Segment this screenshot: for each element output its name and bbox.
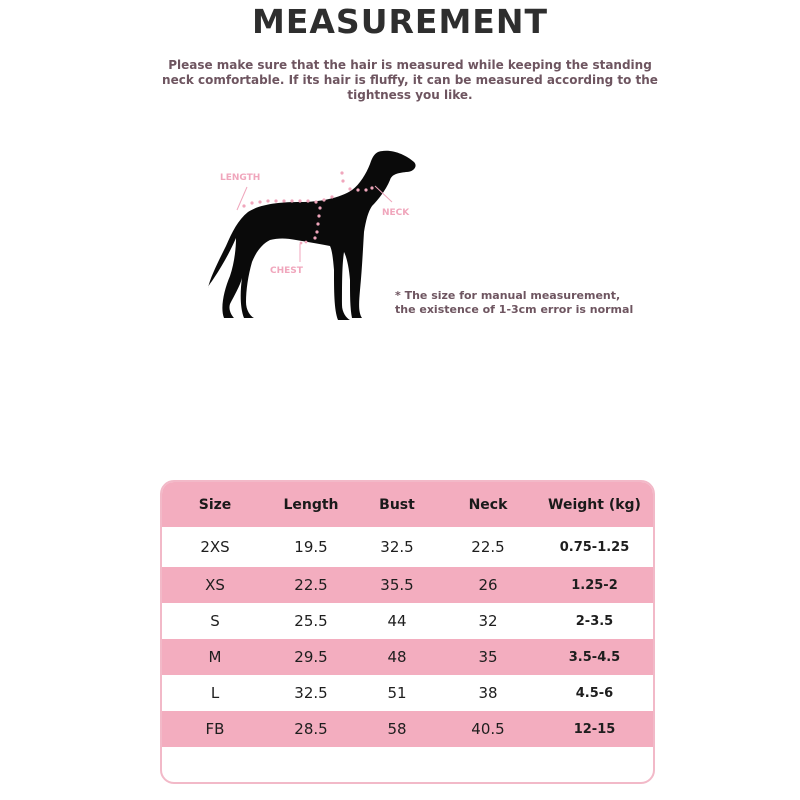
size-cell: S xyxy=(210,612,220,630)
column-header-bust: Bust xyxy=(379,496,415,513)
column-header-neck: Neck xyxy=(468,496,508,513)
size-cell: 2XS xyxy=(200,538,230,556)
bust-cell: 51 xyxy=(387,684,407,702)
length-cell: 32.5 xyxy=(294,684,328,702)
size-cell: FB xyxy=(205,720,225,738)
table-row xyxy=(162,603,653,639)
neck-cell: 26 xyxy=(478,576,498,594)
weight-cell: 1.25-2 xyxy=(571,577,618,593)
length-cell: 28.5 xyxy=(294,720,328,738)
measurement-instructions: Please make sure that the hair is measured while keeping the standing neck comfortable. If its hair is fluffy, it can be measured according to the tightness you like. xyxy=(162,58,658,102)
neck-cell: 32 xyxy=(478,612,498,630)
bust-cell: 35.5 xyxy=(380,576,414,594)
weight-cell: 2-3.5 xyxy=(575,613,614,629)
table-row xyxy=(162,711,653,747)
column-header-weight: Weight (kg) xyxy=(548,496,641,513)
chest-label: CHEST xyxy=(270,266,303,276)
neck-cell: 40.5 xyxy=(471,720,505,738)
weight-cell: 0.75-1.25 xyxy=(559,539,630,555)
measurement-error-note xyxy=(395,289,655,317)
size-cell: M xyxy=(208,648,222,666)
note-line-1: * The size for manual measurement, xyxy=(395,289,621,302)
length-label: LENGTH xyxy=(220,173,261,183)
column-header-length: Length xyxy=(283,496,339,513)
table-row xyxy=(162,567,653,603)
weight-cell: 12-15 xyxy=(573,721,616,737)
table-row xyxy=(162,527,653,567)
length-cell: 25.5 xyxy=(294,612,328,630)
bust-cell: 58 xyxy=(387,720,407,738)
table-row xyxy=(162,675,653,711)
bust-cell: 44 xyxy=(387,612,407,630)
size-cell: XS xyxy=(205,576,225,594)
size-cell: L xyxy=(210,684,220,702)
weight-cell: 4.5-6 xyxy=(575,685,614,701)
size-chart-table xyxy=(160,480,655,784)
neck-cell: 35 xyxy=(478,648,498,666)
note-line-2: the existence of 1-3cm error is normal xyxy=(395,303,634,316)
bust-cell: 48 xyxy=(387,648,407,666)
weight-cell: 3.5-4.5 xyxy=(568,649,621,665)
table-header-row xyxy=(162,482,653,527)
column-header-size: Size xyxy=(198,496,232,513)
length-cell: 19.5 xyxy=(294,538,328,556)
length-cell: 22.5 xyxy=(294,576,328,594)
neck-cell: 38 xyxy=(478,684,498,702)
neck-label: NECK xyxy=(382,208,410,218)
neck-cell: 22.5 xyxy=(471,538,505,556)
length-cell: 29.5 xyxy=(294,648,328,666)
page-title: MEASUREMENT xyxy=(252,2,548,41)
table-row xyxy=(162,639,653,675)
bust-cell: 32.5 xyxy=(380,538,414,556)
